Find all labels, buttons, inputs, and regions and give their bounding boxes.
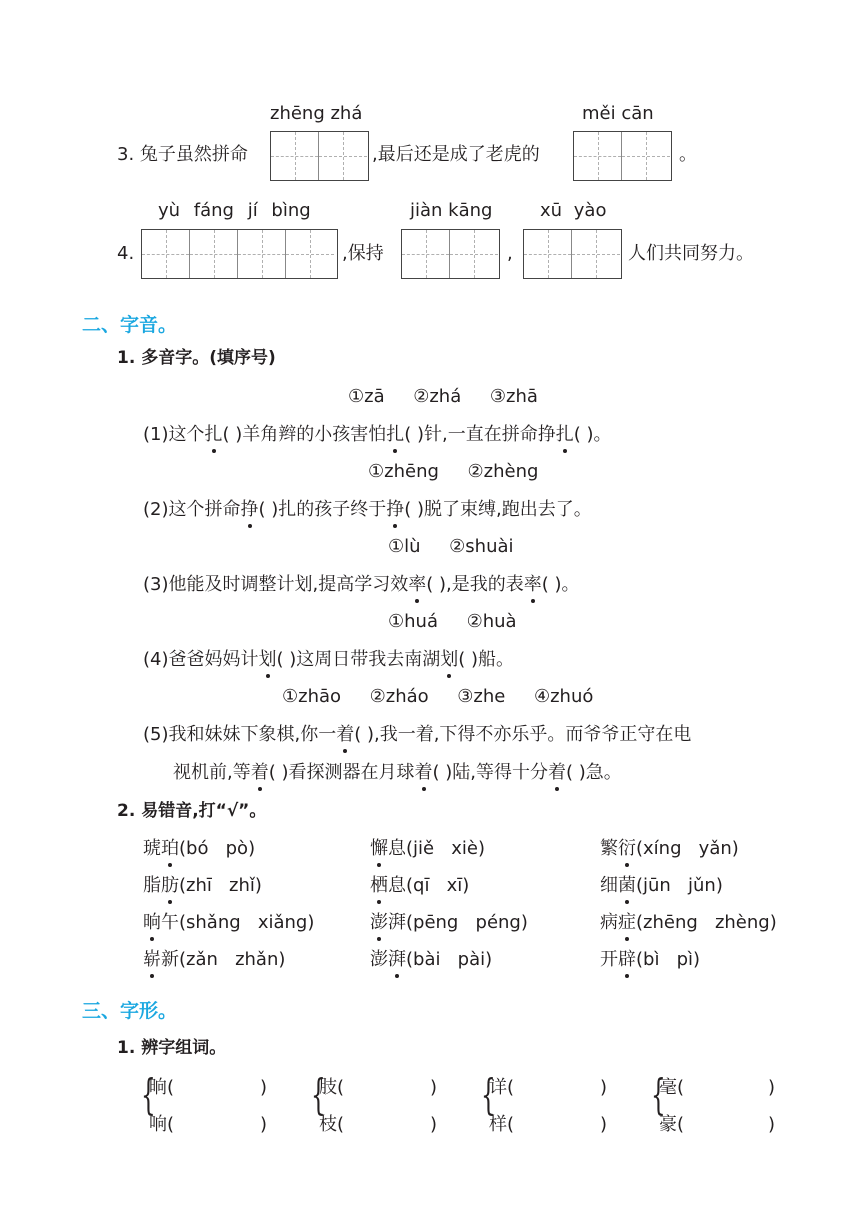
target-char: 着 [548, 762, 567, 783]
word-slot[interactable]: 样( [489, 1114, 515, 1135]
word-slot[interactable]: 详( [489, 1077, 515, 1098]
paren-close: ) [430, 1077, 438, 1098]
target-char: 扎 [386, 424, 405, 445]
subsection-title: 2. 易错音,打“√”。 [117, 801, 267, 821]
subsection-title: 1. 多音字。(填序号) [117, 348, 276, 368]
pair-item[interactable]: 琥珀(bó pò) [143, 838, 256, 859]
pair-item[interactable]: 病症(zhēng zhèng) [600, 912, 777, 933]
writing-grid-2[interactable] [401, 229, 500, 279]
writing-grid-2[interactable] [573, 131, 672, 181]
writing-grid-2[interactable] [523, 229, 622, 279]
exercise-line-2: (2)这个拼命挣( )扎的孩子终于挣( )脱了束缚,跑出去了。 [143, 499, 592, 520]
target-char: 着 [250, 762, 269, 783]
question-number: 3. [117, 144, 135, 165]
pair-item[interactable]: 崭新(zǎn zhǎn) [143, 949, 286, 970]
pinyin-xuyao: xū yào [540, 200, 607, 221]
brace-icon: { [481, 1070, 496, 1119]
target-char: 扎 [204, 424, 223, 445]
question-text: 。 [679, 144, 697, 165]
brace-icon: { [651, 1070, 666, 1119]
question-text: 兔子虽然拼命 [139, 144, 248, 165]
target-char: 挣 [386, 499, 405, 520]
question-number: 4. [117, 243, 135, 264]
pair-item[interactable]: 澎湃(bài pài) [370, 949, 493, 970]
paren-close: ) [430, 1114, 438, 1135]
brace-icon: { [141, 1070, 156, 1119]
question-text: , [507, 243, 513, 264]
target-char: 率 [408, 574, 427, 595]
paren-close: ) [260, 1077, 268, 1098]
options-row: ①huá ②huà [388, 611, 517, 632]
question-text: 人们共同努力。 [628, 243, 754, 264]
options-row: ①zhāo ②zháo ③zhe ④zhuó [282, 686, 594, 707]
target-char: 划 [258, 649, 277, 670]
pair-item[interactable]: 晌午(shǎng xiǎng) [143, 912, 315, 933]
options-row: ①lù ②shuài [388, 536, 514, 557]
pair-item[interactable]: 细菌(jūn jǔn) [600, 875, 723, 896]
options-row: ①zā ②zhá ③zhā [348, 386, 538, 407]
paren-close: ) [768, 1114, 776, 1135]
target-char: 扎 [555, 424, 574, 445]
paren-close: ) [600, 1114, 608, 1135]
pair-item[interactable]: 栖息(qī xī) [370, 875, 470, 896]
exercise-line-1: (1)这个扎( )羊角辫的小孩害怕扎( )针,一直在拼命挣扎( )。 [143, 424, 612, 445]
pinyin-yufangjibing: yù fáng jí bìng [158, 200, 311, 221]
pinyin-jiankang: jiàn kāng [410, 200, 493, 221]
question-3 [117, 143, 248, 167]
section-title-glyph: 三、字形。 [82, 1000, 178, 1022]
question-text: ,最后还是成了老虎的 [372, 144, 540, 165]
paren-close: ) [768, 1077, 776, 1098]
exercise-line-3: (3)他能及时调整计划,提高学习效率( ),是我的表率( )。 [143, 574, 580, 595]
pair-item[interactable]: 开辟(bì pì) [600, 949, 701, 970]
word-slot[interactable]: 晌( [149, 1077, 175, 1098]
word-slot[interactable]: 响( [149, 1114, 175, 1135]
pair-item[interactable]: 脂肪(zhī zhǐ) [143, 875, 262, 896]
word-slot[interactable]: 枝( [319, 1114, 345, 1135]
word-slot[interactable]: 豪( [659, 1114, 685, 1135]
question-text: ,保持 [342, 243, 384, 264]
target-char: 挣 [240, 499, 259, 520]
target-char: 着 [414, 762, 433, 783]
word-slot[interactable]: 肢( [319, 1077, 345, 1098]
section-title-pronunciation: 二、字音。 [82, 314, 178, 336]
exercise-line-5b: 视机前,等着( )看探测器在月球着( )陆,等得十分着( )急。 [173, 762, 622, 783]
target-char: 着 [336, 724, 355, 745]
pair-item[interactable]: 繁衍(xíng yǎn) [600, 838, 739, 859]
options-row: ①zhēng ②zhèng [368, 461, 539, 482]
paren-close: ) [600, 1077, 608, 1098]
pair-item[interactable]: 懈息(jiě xiè) [370, 838, 486, 859]
pinyin-zhengzha: zhēng zhá [270, 103, 363, 124]
paren-close: ) [260, 1114, 268, 1135]
word-slot[interactable]: 毫( [659, 1077, 685, 1098]
writing-grid-2[interactable] [270, 131, 369, 181]
pair-item[interactable]: 澎湃(pēng péng) [370, 912, 528, 933]
writing-grid-4[interactable] [141, 229, 338, 279]
exercise-line-4: (4)爸爸妈妈计划( )这周日带我去南湖划( )船。 [143, 649, 515, 670]
exercise-line-5: (5)我和妹妹下象棋,你一着( ),我一着,下得不亦乐乎。而爷爷正守在电 [143, 724, 692, 745]
target-char: 率 [523, 574, 542, 595]
brace-icon: { [311, 1070, 326, 1119]
target-char: 划 [440, 649, 459, 670]
pinyin-meican: měi cān [582, 103, 654, 124]
subsection-title: 1. 辨字组词。 [117, 1038, 227, 1058]
